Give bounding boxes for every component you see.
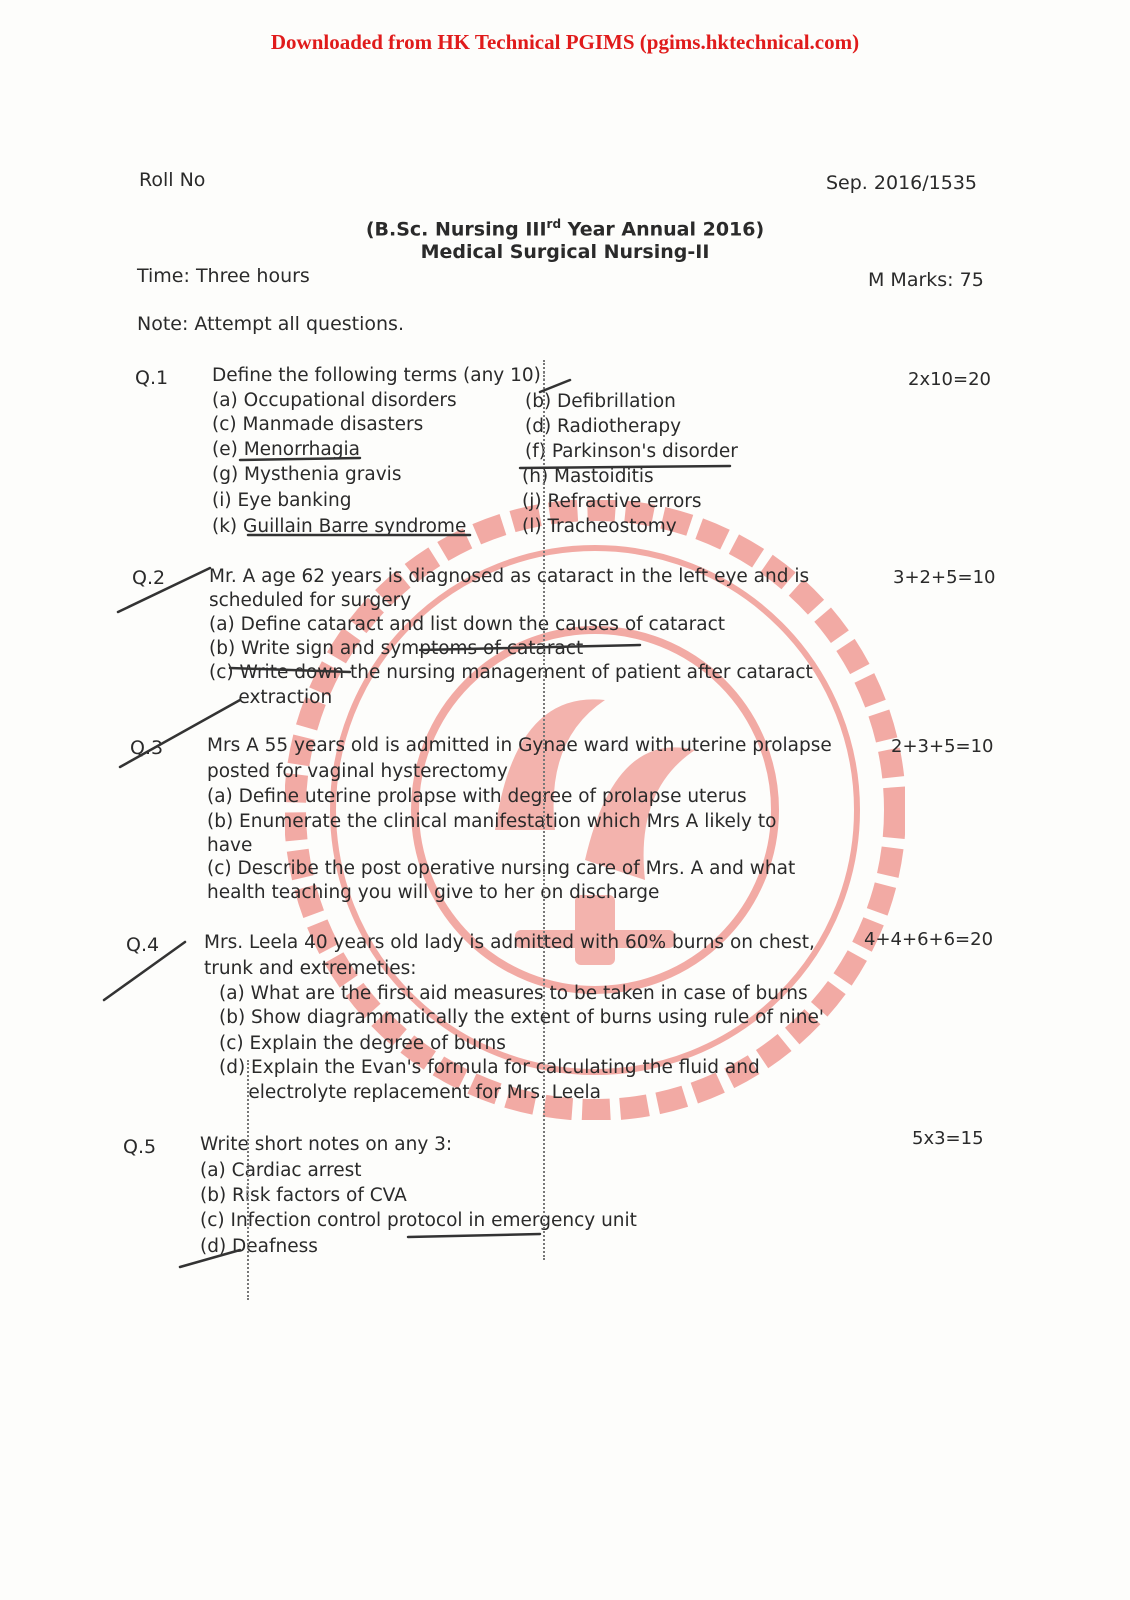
q3-part-c-cont: health teaching you will give to her on discharge (207, 882, 660, 903)
q2-line: Mr. A age 62 years is diagnosed as cataract in the left eye and is (209, 566, 810, 587)
q1-term-c: (c) Manmade disasters (212, 414, 424, 435)
exam-title: (B.Sc. Nursing IIIrd Year Annual 2016) (365, 217, 765, 241)
roll-no-label: Roll No (139, 169, 206, 191)
q3-marks: 2+3+5=10 (891, 736, 994, 757)
q3-part-b-cont: have (207, 835, 253, 856)
q4-part-d-cont: electrolyte replacement for Mrs. Leela (219, 1082, 601, 1103)
q4-part-d: (d) Explain the Evan's formula for calculating the fluid and (219, 1057, 760, 1078)
download-banner: Downloaded from HK Technical PGIMS (pgims.hktechnical.com) (270, 30, 860, 54)
q4-number: Q.4 (126, 934, 160, 956)
q3-line: posted for vaginal hysterectomy (207, 761, 508, 782)
q1-number: Q.1 (135, 367, 169, 389)
q5-part-a: (a) Cardiac arrest (200, 1160, 362, 1181)
q1-term-k: (k) Guillain Barre syndrome (212, 516, 467, 537)
q2-line: scheduled for surgery (209, 590, 412, 611)
subject-title: Medical Surgical Nursing-II (420, 241, 710, 263)
q5-part-c: (c) Infection control protocol in emergency unit (200, 1210, 637, 1231)
q1-term-a: (a) Occupational disorders (212, 390, 457, 411)
q1-term-j: (j) Refractive errors (522, 491, 702, 512)
q1-term-f: (f) Parkinson's disorder (525, 441, 738, 462)
q5-number: Q.5 (123, 1136, 157, 1158)
q5-part-d: (d) Deafness (200, 1236, 318, 1257)
q1-stem: Define the following terms (any 10): (212, 365, 548, 386)
q1-term-l: (l) Tracheostomy (522, 516, 677, 537)
q1-term-b: (b) Defibrillation (525, 391, 676, 412)
q2-number: Q.2 (132, 567, 166, 589)
q5-stem: Write short notes on any 3: (200, 1134, 453, 1155)
q1-term-h: (h) Mastoiditis (522, 466, 654, 487)
q4-part-b: (b) Show diagrammatically the extent of burns using rule of nine' (219, 1007, 824, 1028)
q2-part-c-cont: extraction (209, 687, 333, 708)
q2-part-c: (c) Write down the nursing management of patient after cataract (209, 662, 813, 683)
q3-part-b: (b) Enumerate the clinical manifestation which Mrs A likely to (207, 811, 777, 832)
q3-number: Q.3 (130, 737, 164, 759)
q2-marks: 3+2+5=10 (893, 567, 996, 588)
q4-part-a: (a) What are the first aid measures to be taken in case of burns (219, 983, 808, 1004)
time-allowed: Time: Three hours (137, 265, 310, 287)
paper-code: Sep. 2016/1535 (826, 172, 977, 194)
note: Note: Attempt all questions. (137, 313, 404, 335)
q2-part-b: (b) Write sign and symptoms of cataract (209, 638, 584, 659)
q3-line: Mrs A 55 years old is admitted in Gynae ward with uterine prolapse (207, 735, 832, 756)
q4-line: trunk and extremeties: (204, 958, 417, 979)
q1-term-d: (d) Radiotherapy (525, 416, 682, 437)
q5-marks: 5x3=15 (912, 1128, 984, 1149)
max-marks: M Marks: 75 (868, 269, 984, 291)
q1-marks: 2x10=20 (908, 369, 991, 390)
q1-term-g: (g) Mysthenia gravis (212, 464, 402, 485)
q3-part-c: (c) Describe the post operative nursing care of Mrs. A and what (207, 858, 796, 879)
q3-part-a: (a) Define uterine prolapse with degree of prolapse uterus (207, 786, 747, 807)
q4-marks: 4+4+6+6=20 (864, 929, 994, 950)
q1-term-e: (e) Menorrhagia (212, 439, 360, 460)
q1-term-i: (i) Eye banking (212, 490, 352, 511)
q4-part-c: (c) Explain the degree of burns (219, 1033, 506, 1054)
q5-part-b: (b) Risk factors of CVA (200, 1185, 407, 1206)
q2-part-a: (a) Define cataract and list down the causes of cataract (209, 614, 725, 635)
q4-line: Mrs. Leela 40 years old lady is admitted with 60% burns on chest, (204, 932, 815, 953)
